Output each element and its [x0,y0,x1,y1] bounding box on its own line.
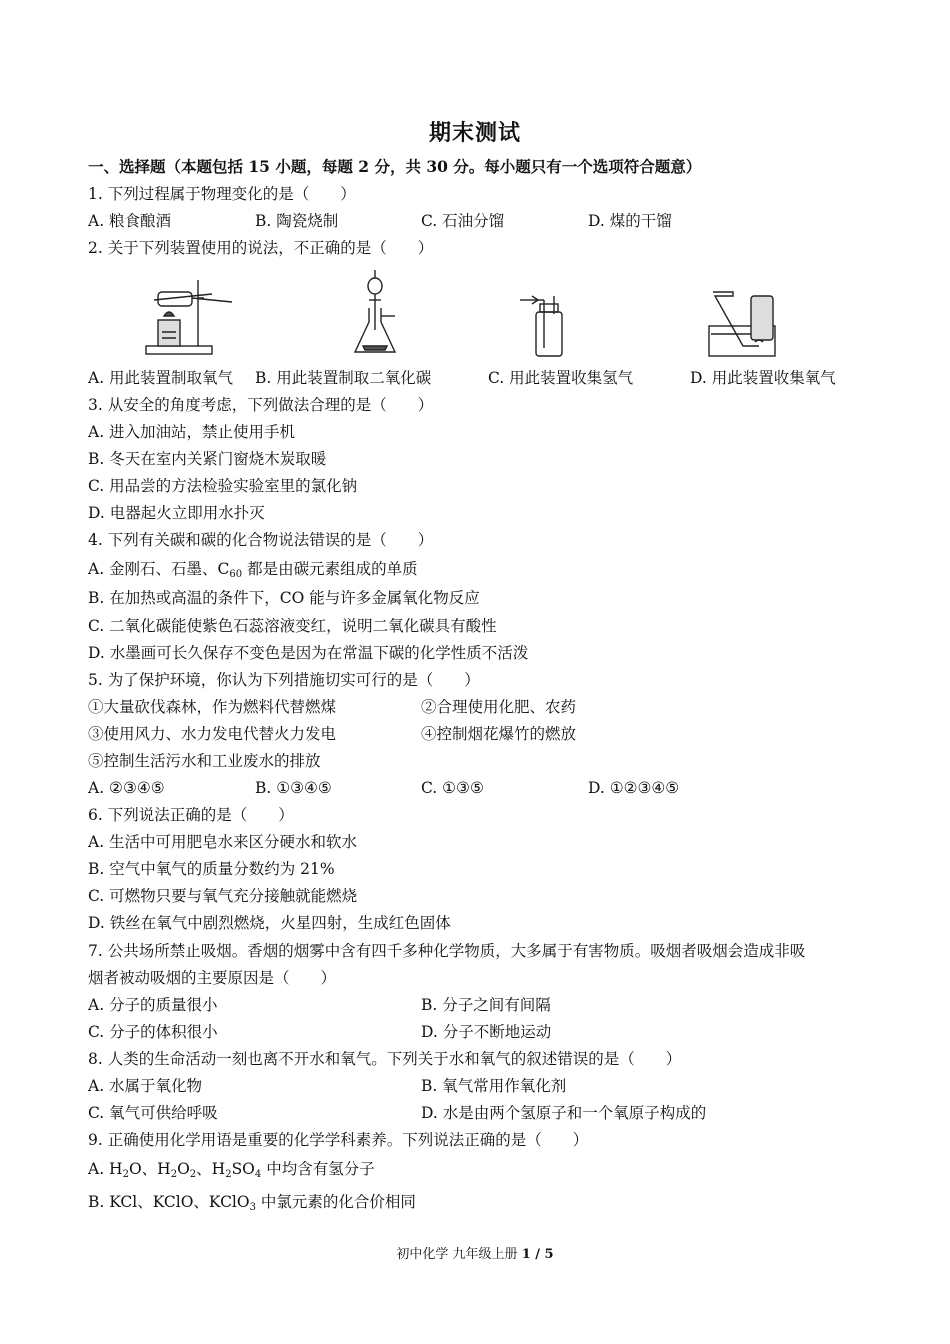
q3-option-b[interactable]: B. 冬天在室内关紧门窗烧木炭取暖 [88,450,327,468]
question-3-stem: 3. 从安全的角度考虑，下列做法合理的是（ ） [88,396,434,414]
heating-apparatus-icon [140,272,240,360]
q6-option-b[interactable]: B. 空气中氧气的质量分数约为 21% [88,860,335,878]
page-footer [0,1243,950,1262]
q7-option-c[interactable]: C. 分子的体积很小 [88,1023,218,1041]
q4-option-a[interactable] [88,559,418,579]
q9-b-sub: 3 [249,1202,256,1213]
q3-option-a[interactable]: A. 进入加油站，禁止使用手机 [88,423,296,441]
question-7-stem-line-1: 7. 公共场所禁止吸烟。香烟的烟雾中含有四千多种化学物质，大多属于有害物质。吸烟者吸烟会造成非吸 [88,942,806,960]
q3-option-c[interactable]: C. 用品尝的方法检验实验室里的氯化钠 [88,477,358,495]
q4-a-sub: 60 [229,569,243,580]
q1-option-c[interactable]: C. 石油分馏 [421,212,505,230]
q9-a-text: SO [231,1160,255,1178]
q5-option-a[interactable]: A. ②③④⑤ [88,779,165,797]
flask-funnel-icon [345,268,405,360]
q2-option-c[interactable]: C. 用此装置收集氢气 [488,369,634,387]
question-9-stem: 9. 正确使用化学用语是重要的化学学科素养。下列说法正确的是（ ） [88,1131,589,1149]
q2-option-d[interactable]: D. 用此装置收集氧气 [690,369,836,387]
question-8-stem: 8. 人类的生命活动一刻也离不开水和氧气。下列关于水和氧气的叙述错误的是（ ） [88,1050,682,1068]
q5-item-1: ①大量砍伐森林，作为燃料代替燃煤 [88,698,337,716]
q7-option-d[interactable]: D. 分子不断地运动 [421,1023,552,1041]
q9-b-text: B. KCl、KClO、KClO [88,1193,250,1211]
q7-option-b[interactable]: B. 分子之间有间隔 [421,996,551,1014]
q5-option-b[interactable]: B. ①③④⑤ [255,779,332,797]
q9-a-text: A. H [88,1160,123,1178]
footer-text: 初中化学 九年级上册 [396,1247,522,1262]
q4-option-d[interactable]: D. 水墨画可长久保存不变色是因为在常温下碳的化学性质不活泼 [88,644,529,662]
question-1-stem: 1. 下列过程属于物理变化的是（ ） [88,185,356,203]
q1-option-b[interactable]: B. 陶瓷烧制 [255,212,339,230]
question-5-stem: 5. 为了保护环境，你认为下列措施切实可行的是（ ） [88,671,480,689]
q6-option-a[interactable]: A. 生活中可用肥皂水来区分硬水和软水 [88,833,358,851]
q8-option-d[interactable]: D. 水是由两个氢原子和一个氧原子构成的 [421,1104,707,1122]
q4-a-pre: A. 金刚石、石墨、C [88,560,230,578]
q5-item-2: ②合理使用化肥、农药 [421,698,577,716]
q5-item-3: ③使用风力、水力发电代替火力发电 [88,725,337,743]
q8-option-c[interactable]: C. 氧气可供给呼吸 [88,1104,218,1122]
q5-option-d[interactable]: D. ①②③④⑤ [588,779,680,797]
q9-a-text: 、H [196,1160,226,1178]
gas-bottle-icon [510,290,580,360]
q2-option-b[interactable]: B. 用此装置制取二氧化碳 [255,369,432,387]
page-number: 1 / 5 [521,1247,554,1262]
q9-a-sub: 4 [254,1169,262,1180]
q9-a-sub: 2 [225,1169,232,1180]
q4-option-c[interactable]: C. 二氧化碳能使紫色石蕊溶液变红，说明二氧化碳具有酸性 [88,617,497,635]
q6-option-d[interactable]: D. 铁丝在氧气中剧烈燃烧，火星四射，生成红色固体 [88,914,451,932]
q9-a-text: O、H [128,1160,171,1178]
q9-option-b[interactable] [88,1192,416,1212]
question-2-stem: 2. 关于下列装置使用的说法，不正确的是（ ） [88,239,434,257]
q9-a-sub: 2 [122,1169,129,1180]
section-heading: 一、选择题（本题包括 15 小题，每题 2 分，共 30 分。每小题只有一个选项符合题意） [88,157,702,176]
water-trough-icon [705,288,785,360]
q9-a-sub: 2 [189,1169,197,1180]
q8-option-a[interactable]: A. 水属于氧化物 [88,1077,203,1095]
q5-item-5: ⑤控制生活污水和工业废水的排放 [88,752,321,770]
q9-b-text: 中氯元素的化合价相同 [255,1193,416,1211]
q5-option-c[interactable]: C. ①③⑤ [421,779,484,797]
q9-a-text: 中均含有氢分子 [261,1160,375,1178]
q1-option-d[interactable]: D. 煤的干馏 [588,212,672,230]
page-title: 期末测试 [428,120,521,146]
q9-option-a[interactable] [88,1159,375,1179]
q6-option-c[interactable]: C. 可燃物只要与氧气充分接触就能燃烧 [88,887,358,905]
q9-a-text: O [177,1160,190,1178]
q5-item-4: ④控制烟花爆竹的燃放 [421,725,577,743]
q8-option-b[interactable]: B. 氧气常用作氧化剂 [421,1077,567,1095]
q1-option-a[interactable]: A. 粮食酿酒 [88,212,172,230]
question-4-stem: 4. 下列有关碳和碳的化合物说法错误的是（ ） [88,531,434,549]
q4-a-post: 都是由碳元素组成的单质 [242,560,418,578]
question-6-stem: 6. 下列说法正确的是（ ） [88,806,294,824]
question-7-stem-line-2: 烟者被动吸烟的主要原因是（ ） [88,969,337,987]
q3-option-d[interactable]: D. 电器起火立即用水扑灭 [88,504,265,522]
q4-option-b[interactable]: B. 在加热或高温的条件下，CO 能与许多金属氧化物反应 [88,589,480,607]
q7-option-a[interactable]: A. 分子的质量很小 [88,996,218,1014]
q9-a-sub: 2 [170,1169,178,1180]
q2-option-a[interactable]: A. 用此装置制取氧气 [88,369,234,387]
